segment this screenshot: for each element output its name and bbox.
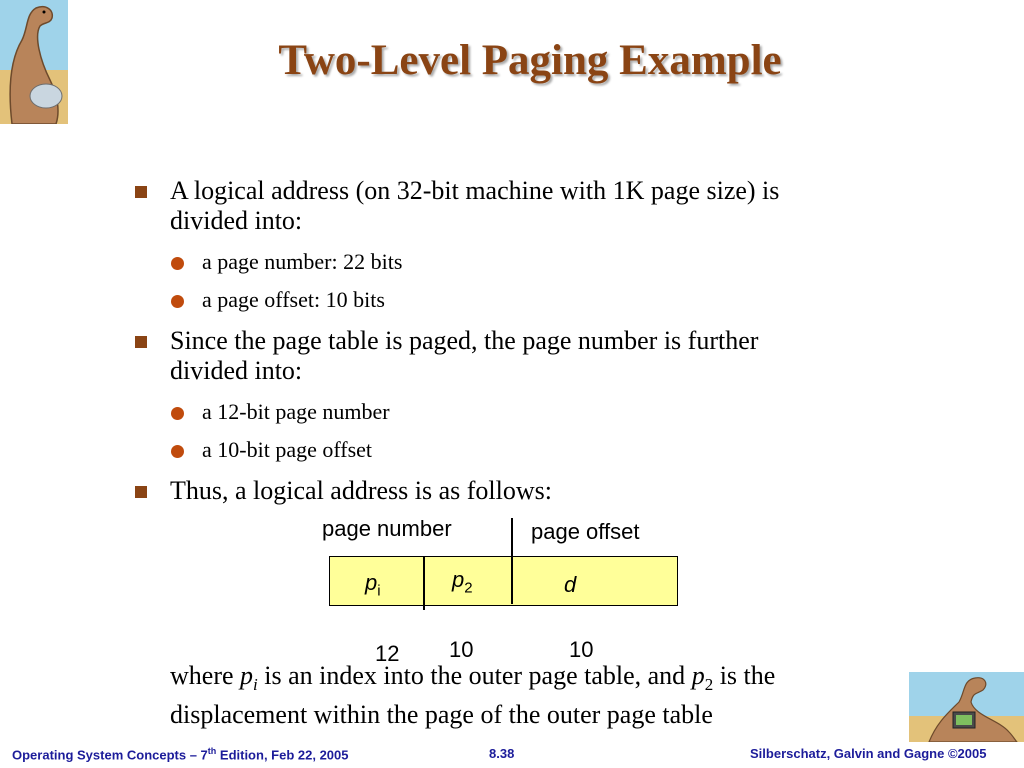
bullet-dot-icon — [171, 295, 184, 308]
footer-page-number: 8.38 — [489, 746, 515, 761]
bullet-1: A logical address (on 32-bit machine with 1K page size) is divided into: — [170, 176, 780, 235]
bullet-2: Since the page table is paged, the page number is further divided into: — [170, 326, 759, 385]
where-paragraph: where $p_i$ is an index into the outer page table, and $p_2$ is the displacement within the page of the outer page table — [170, 661, 776, 730]
bullet-dot-icon — [171, 445, 184, 458]
divider-line — [423, 556, 425, 610]
bits-d: 10 — [569, 637, 594, 662]
page-offset-label: page offset — [531, 519, 640, 544]
logical-address-box — [329, 556, 678, 606]
dinosaur-illustration-bottom — [909, 672, 1024, 742]
bullet-square-icon — [135, 336, 147, 348]
bullet-dot-icon — [171, 257, 184, 270]
bits-p2: 10 — [449, 637, 474, 662]
field-d: d — [564, 572, 577, 597]
slide-title: Two-Level Paging Example — [278, 37, 782, 84]
sub-bullet-1-2: a page offset: 10 bits — [202, 287, 385, 312]
footer-right: Silberschatz, Galvin and Gagne ©2005 — [750, 746, 987, 761]
bullet-square-icon — [135, 186, 147, 198]
page-number-label: page number — [322, 516, 452, 541]
footer-left: Operating System Concepts – 7th Edition, Feb 22, 2005 — [12, 746, 349, 763]
field-p1: $p_i$ — [365, 570, 381, 600]
bullet-dot-icon — [171, 407, 184, 420]
divider-line — [511, 518, 513, 604]
sub-bullet-2-2: a 10-bit page offset — [202, 437, 373, 462]
bullet-3: Thus, a logical address is as follows: — [170, 476, 552, 505]
field-p2: $p_2$ — [452, 567, 473, 597]
sub-bullet-1-1: a page number: 22 bits — [202, 249, 403, 274]
sub-bullet-2-1: a 12-bit page number — [202, 399, 390, 424]
bits-p1: 12 — [375, 641, 400, 666]
bullet-square-icon — [135, 486, 147, 498]
